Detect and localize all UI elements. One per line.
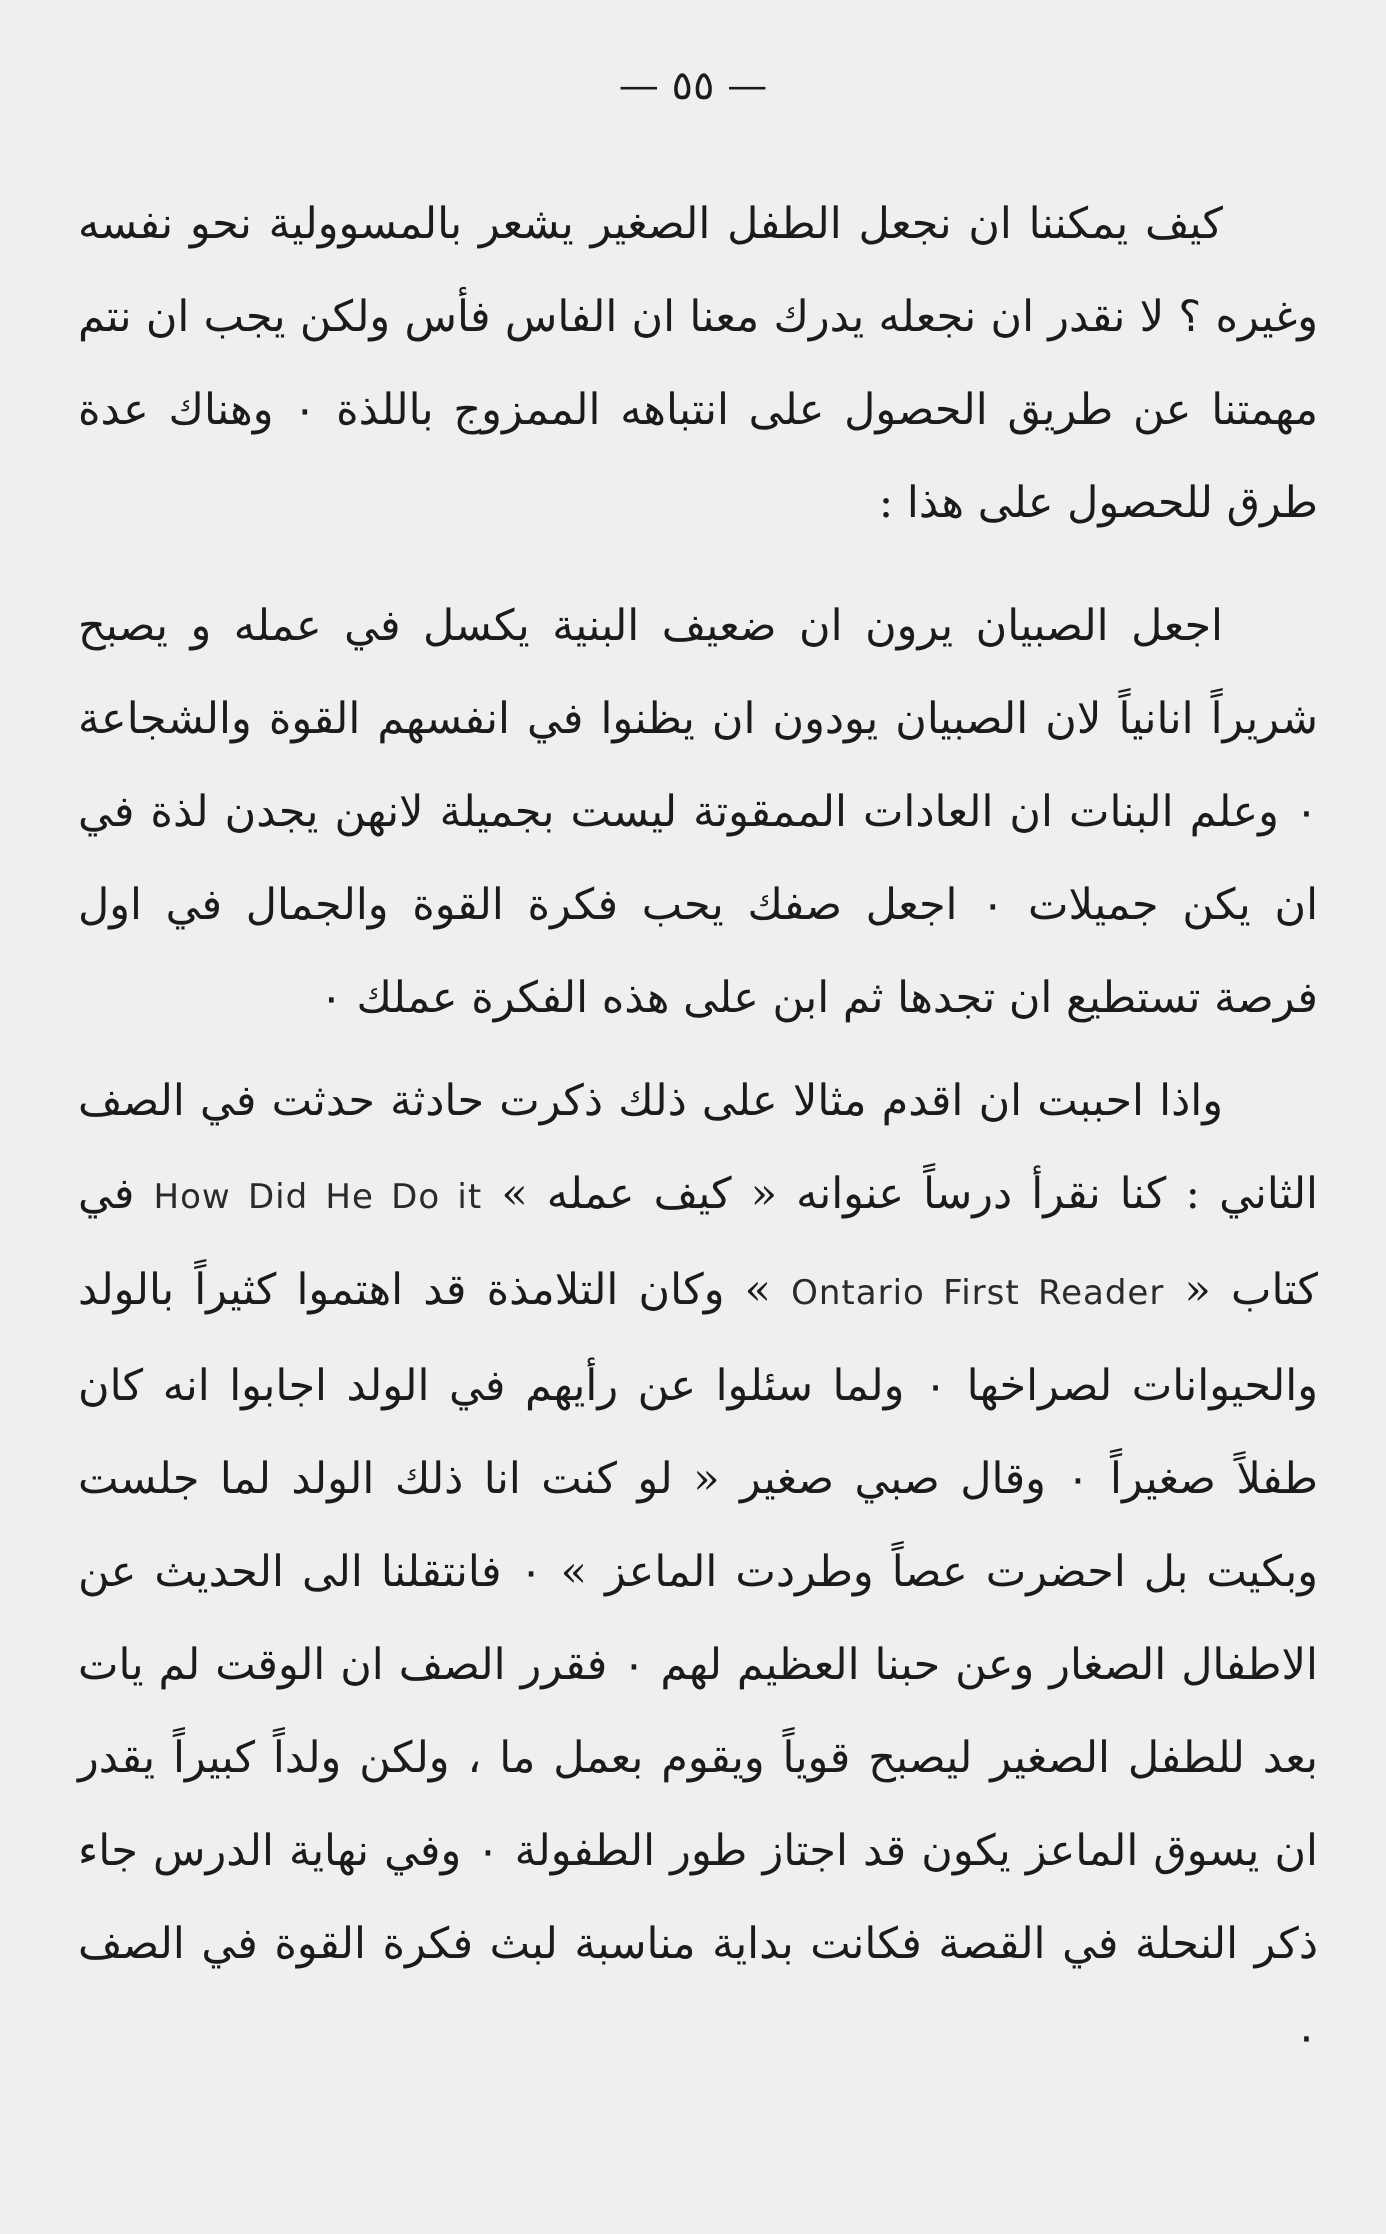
lesson-title-english: How Did He Do it <box>153 1177 483 1217</box>
paragraph-3-text-b: في كتاب « <box>78 1169 1318 1315</box>
paragraph-3 <box>78 1055 1318 2084</box>
paragraph-2: اجعل الصبيان يرون ان ضعيف البنية يكسل في عمله و يصبح شريراً انانياً لان الصبيان يودون ان يظنوا في انفسهم القوة والشجاعة ٠ وعلم البنات ان العادات الممقوتة ليست بجميلة لانهن يجدن لذة في ان يكن جميلات ٠ اجعل صفك يحب فكرة القوة والجمال في اول فرصة تستطيع ان تجدها ثم ابن على هذه الفكرة عملك ٠ <box>78 601 1319 1023</box>
paragraph-3-text-a: واذا احببت ان اقدم مثالا على ذلك ذكرت حادثة حدثت في الصف الثاني : كنا نقرأ درساً عنوانه « كيف عمله » <box>78 1076 1319 1219</box>
body-text <box>78 178 1318 2084</box>
paragraph-3-text-c: » وكان التلامذة قد اهتموا كثيراً بالولد والحيوانات لصراخها ٠ ولما سئلوا عن رأيهم في الولد اجابوا انه كان طفلاً صغيراً ٠ وقال صبي صغير « لو كنت انا ذلك الولد لما جلست وبكيت بل احضرت عصاً وطردت الماعز » ٠ فانتقلنا الى الحديث عن الاطفال الصغار وعن حبنا العظيم لهم ٠ فقرر الصف ان الوقت لم يات بعد للطفل الصغير ليصبح قوياً ويقوم بعمل ما ، ولكن ولداً كبيراً يقدر ان يسوق الماعز يكون قد اجتاز طور الطفولة ٠ وفي نهاية الدرس جاء ذكر النحلة في القصة فكانت بداية مناسبة لبث فكرة القوة في الصف ٠ <box>78 1265 1319 2062</box>
page-number: — ٥٥ — <box>618 63 768 109</box>
book-title-english: Ontario First Reader <box>791 1273 1165 1313</box>
paragraph-1: كيف يمكننا ان نجعل الطفل الصغير يشعر بالمسوولية نحو نفسه وغيره ؟ لا نقدر ان نجعله يدرك معنا ان الفاس فأس ولكن يجب ان نتم مهمتنا عن طريق الحصول على انتباهه الممزوج باللذة ٠ وهناك عدة طرق للحصول على هذا : <box>78 199 1318 528</box>
